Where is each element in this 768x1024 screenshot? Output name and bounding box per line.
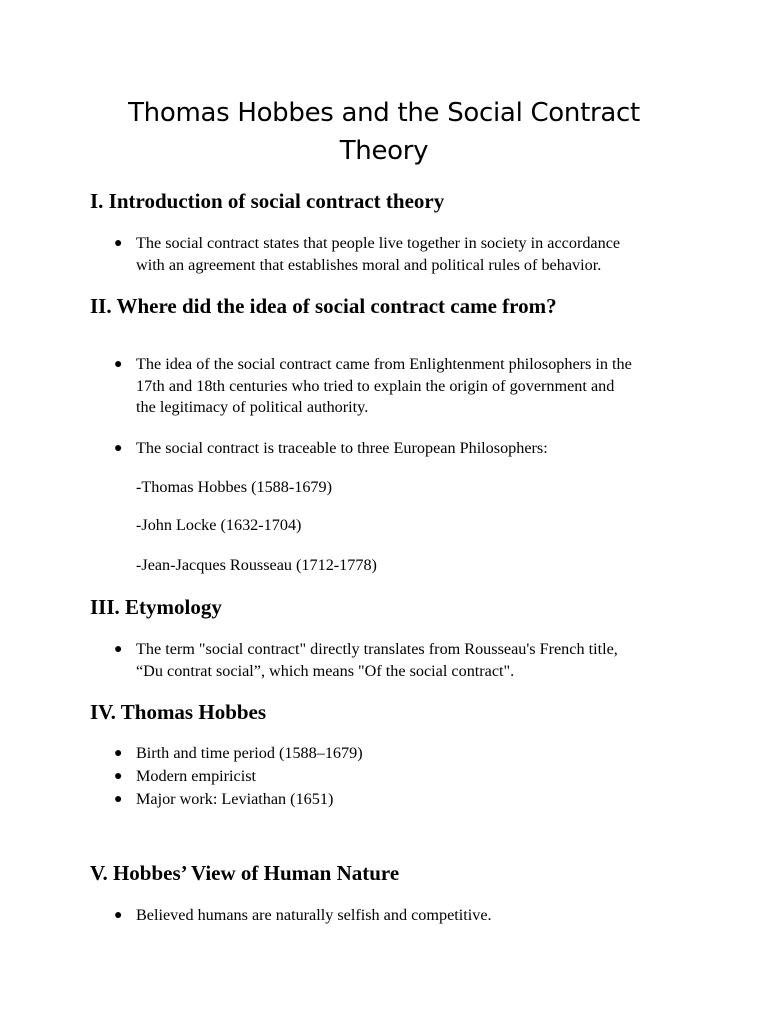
bullet-icon: ● [114, 441, 123, 456]
bullet-item: ● The idea of the social contract came from Enlightenment philosophers in the 17th and 18th centuries who tried to explain the origin of government and the legitimacy of political authority. [114, 355, 632, 416]
section-heading-thomas-hobbes: IV. Thomas Hobbes [90, 700, 267, 724]
bullet-item: ● The term "social contract" directly translates from Rousseau's French title, “Du contrat social”, which means "Of the social contract". [114, 640, 618, 680]
bullet-item: ● Believed humans are naturally selfish and competitive. [136, 905, 696, 927]
bullet-item: ● The social contract states that people live together in society in accordance with an agreement that establishes moral and political rules of behavior. [114, 234, 621, 274]
bullet-icon: ● [114, 792, 123, 807]
bullet-icon: ● [114, 908, 123, 923]
philosopher-entry: -Jean-Jacques Rousseau (1712-1778) [136, 556, 377, 574]
section-heading-human-nature: V. Hobbes’ View of Human Nature [90, 861, 400, 885]
document-title [90, 94, 678, 170]
bullet-item: ● Major work: Leviathan (1651) [136, 789, 696, 811]
bullet-icon: ● [114, 769, 123, 784]
bullet-icon: ● [114, 357, 123, 372]
bullet-icon: ● [114, 746, 123, 761]
philosopher-entry: -John Locke (1632-1704) [136, 516, 302, 534]
bullet-item: ● Modern empiricist [136, 766, 696, 788]
bullet-item: ● Birth and time period (1588–1679) [136, 743, 696, 765]
section-heading-origin: II. Where did the idea of social contract came from? [90, 294, 557, 318]
title-line: Theory [339, 136, 429, 166]
bullet-item: ● The social contract is traceable to three European Philosophers: [136, 438, 696, 460]
title-line: Thomas Hobbes and the Social Contract [128, 98, 640, 128]
section-heading-introduction: I. Introduction of social contract theory [90, 189, 445, 213]
bullet-icon: ● [114, 236, 123, 251]
bullet-icon: ● [114, 642, 123, 657]
philosopher-entry: -Thomas Hobbes (1588-1679) [136, 478, 333, 496]
section-heading-etymology: III. Etymology [90, 595, 222, 619]
